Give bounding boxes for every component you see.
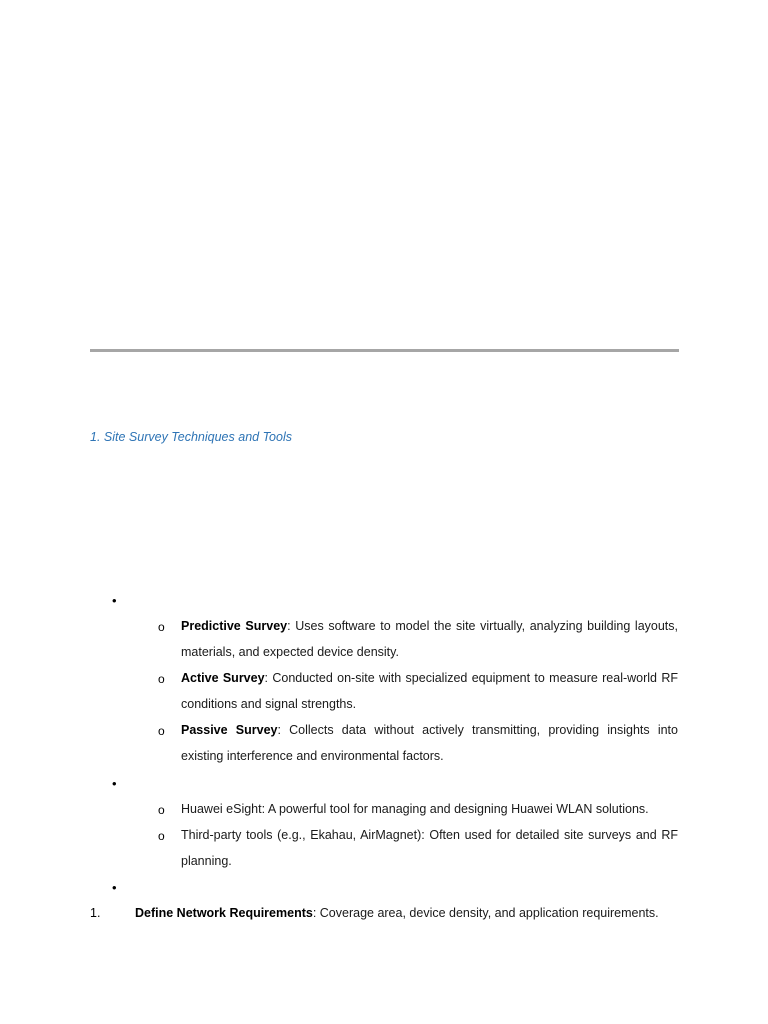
term-label: Predictive Survey: [181, 619, 288, 633]
list-item-active-survey: [181, 665, 678, 717]
term-label: Define Network Requirements: [135, 906, 313, 920]
sub-bullet-marker: o: [158, 803, 165, 817]
list-item-define-network-requirements: [135, 906, 680, 920]
sub-bullet-marker: o: [158, 724, 165, 738]
step-number: 1.: [90, 906, 101, 920]
item-description: : Coverage area, device density, and application requirements.: [312, 906, 659, 920]
list-item-third-party-tools: [181, 822, 678, 874]
bullet-marker: •: [112, 880, 117, 895]
horizontal-divider: [90, 349, 679, 352]
item-description: : Collects data without actively transmitting, providing insights into existing interference and environmental factors.: [181, 723, 678, 763]
item-description: Huawei eSight: A powerful tool for managing and designing Huawei WLAN solutions.: [181, 802, 649, 816]
term-label: Active Survey: [181, 671, 265, 685]
term-label: Passive Survey: [181, 723, 278, 737]
sub-bullet-marker: o: [158, 620, 165, 634]
item-description: : Conducted on-site with specialized equipment to measure real-world RF conditions and signal strengths.: [181, 671, 679, 711]
bullet-marker: •: [112, 593, 117, 608]
sub-bullet-marker: o: [158, 672, 165, 686]
list-item-passive-survey: [181, 717, 678, 769]
sub-bullet-marker: o: [158, 829, 165, 843]
section-heading: 1. Site Survey Techniques and Tools: [90, 430, 292, 444]
bullet-marker: •: [112, 776, 117, 791]
item-description: : Uses software to model the site virtually, analyzing building layouts, materials, and expected device density.: [181, 619, 679, 659]
list-item-huawei-esight: [181, 796, 678, 822]
item-description: Third-party tools (e.g., Ekahau, AirMagnet): Often used for detailed site surveys and RF planning.: [181, 828, 678, 868]
list-item-predictive-survey: [181, 613, 678, 665]
